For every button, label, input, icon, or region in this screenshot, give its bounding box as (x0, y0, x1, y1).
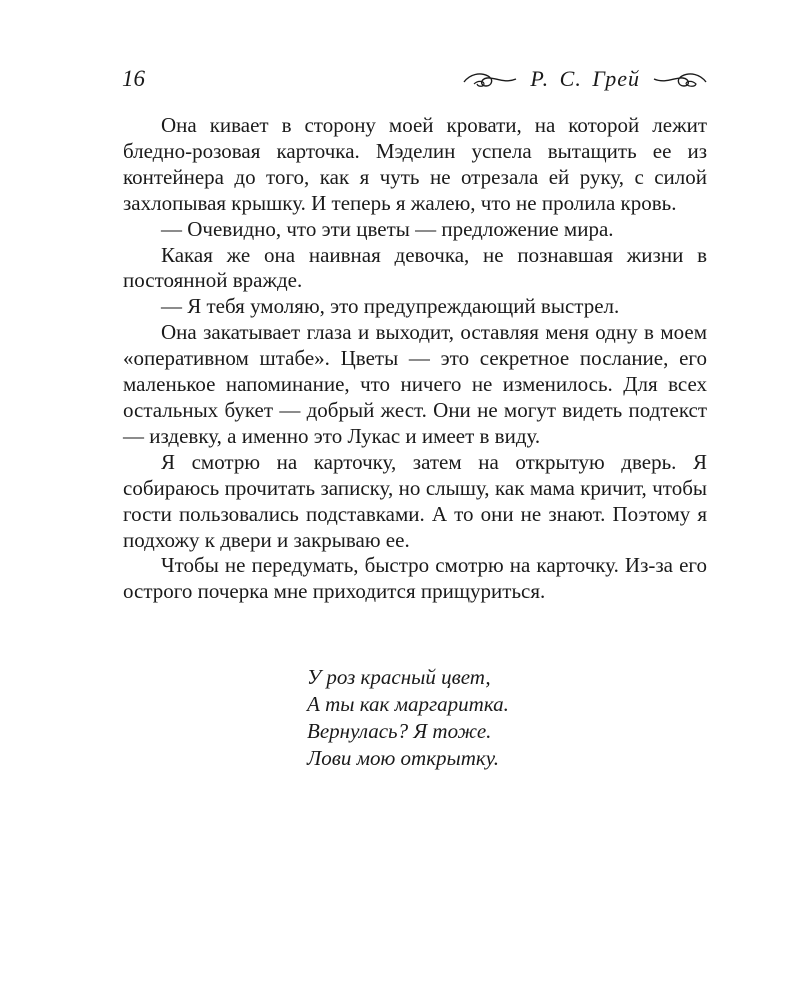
author-name: Р. С. Грей (530, 66, 640, 91)
paragraph: Чтобы не передумать, быстро смотрю на карточку. Из-за его острого почерка мне приходится прищуриться. (123, 553, 707, 604)
paragraph: Она закатывает глаза и выходит, оставляя меня одну в моем «оперативном штабе». Цветы — это секретное послание, его маленькое напоминание, что ничего не изменилось. Для всех остальных букет — добрый жест. Они не могут видеть подтекст — издевку, а именно это Лукас и имеет в виду. (123, 320, 707, 448)
poem-line: А ты как маргаритка. (307, 692, 509, 716)
paragraph: Какая же она наивная девочка, не познавшая жизни в постоянной вражде. (123, 242, 707, 293)
flourish-ornament-right-icon (652, 68, 708, 90)
poem (307, 664, 509, 772)
flourish-ornament-left-icon (462, 68, 518, 90)
dialogue-line: — Я тебя умоляю, это предупреждающий выстрел. (161, 294, 620, 319)
running-header (120, 62, 708, 96)
page-number: 16 (122, 66, 145, 91)
poem-line: Лови мою открытку. (307, 746, 499, 770)
paragraph: Она кивает в сторону моей кровати, на которой лежит бледно-розовая карточка. Мэделин успела вытащить ее из контейнера до того, как я чуть не отрезала ей руку, с силой захлопывая крышку. И теперь я жалею, что не пролила кровь. (123, 113, 707, 215)
body-text (123, 113, 707, 605)
paragraph: Я смотрю на карточку, затем на открытую дверь. Я собираюсь прочитать записку, но слышу, как мама кричит, чтобы гости пользовались подставками. А то они не знают. Поэтому я подхожу к двери и закрываю ее. (123, 449, 707, 552)
poem-line: У роз красный цвет, (307, 665, 491, 689)
poem-line: Вернулась? Я тоже. (307, 719, 492, 743)
running-head (462, 66, 708, 92)
dialogue-line: — Очевидно, что эти цветы — предложение мира. (161, 216, 614, 241)
